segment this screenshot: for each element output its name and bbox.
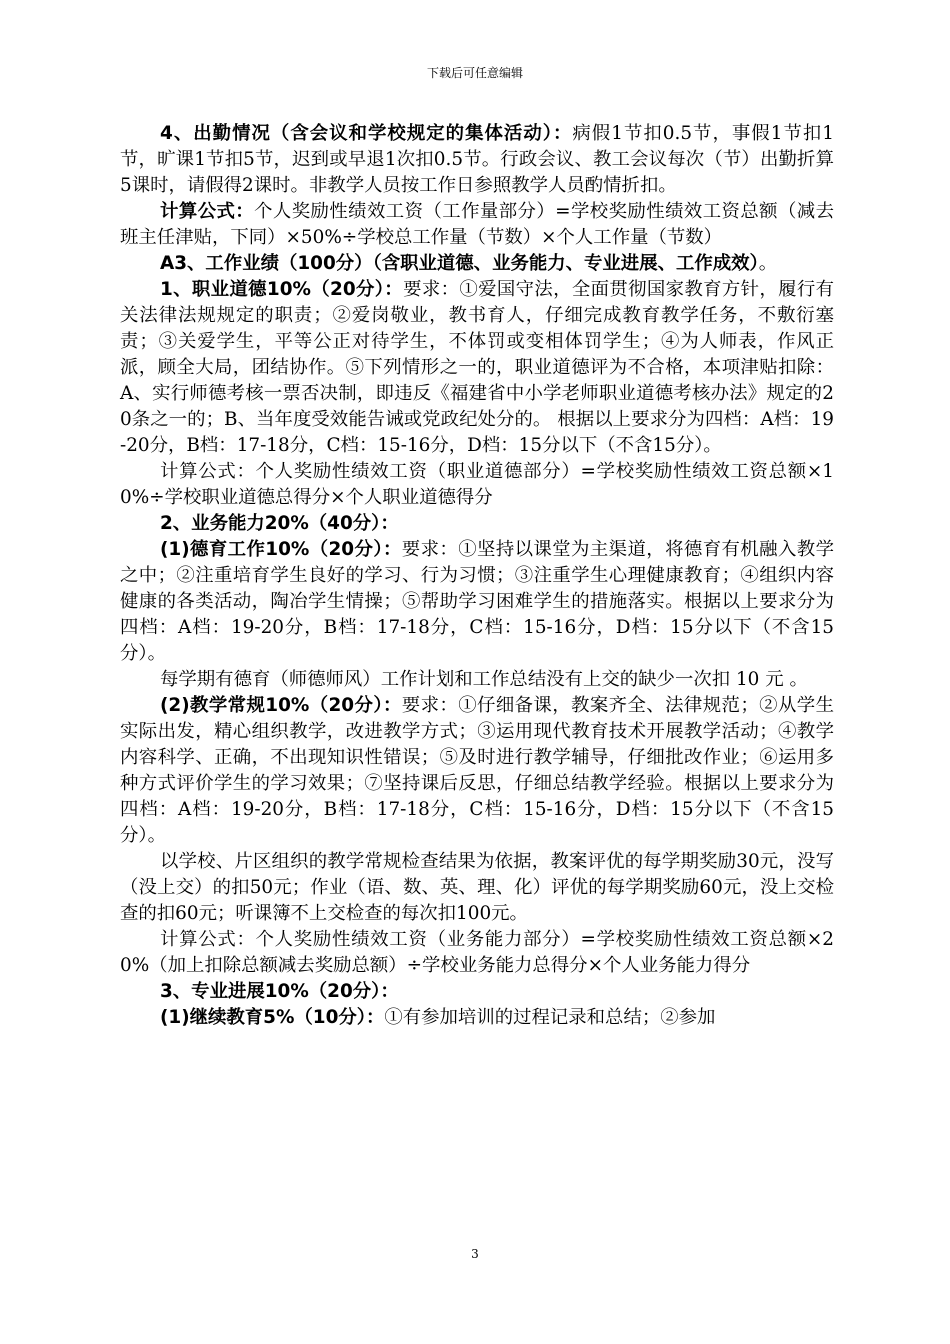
paragraph-attendance bbox=[120, 121, 834, 199]
paragraph-text: ①有参加培训的过程记录和总结；②参加 bbox=[384, 1007, 716, 1028]
paragraph-text: 计算公式：个人奖励性绩效工资（职业道德部分）=学校奖励性绩效工资总额×10%÷学校职业道德总得分×个人职业道德得分 bbox=[120, 461, 834, 508]
paragraph-professional-ethics bbox=[120, 277, 834, 459]
paragraph-text: 要求：①坚持以课堂为主渠道，将德育有机融入教学之中；②注重培育学生良好的学习、行为习惯；③注重学生心理健康教育；④组织内容健康的各类活动，陶冶学生情操；⑤帮助学习困难学生的措施落实。根据以上要求分为四档：A档：19-20分，B档：17-18分，C档：15-16分，D档：15分以下（不含15分）。 bbox=[120, 539, 834, 664]
paragraph-text: 计算公式：个人奖励性绩效工资（业务能力部分）=学校奖励性绩效工资总额×20%（加上扣除总额减去奖励总额）÷学校业务能力总得分×个人业务能力得分 bbox=[120, 929, 834, 976]
heading-moral-education: (1)德育工作10%（20分）： bbox=[160, 539, 402, 560]
paragraph-text: 个人奖励性绩效工资（工作量部分）=学校奖励性绩效工资总额（减去班主任津贴，下同）×50%÷学校总工作量（节数）×个人工作量（节数） bbox=[120, 201, 834, 248]
document-body bbox=[120, 121, 834, 1031]
paragraph-work-plan bbox=[120, 667, 834, 693]
paragraph-business-ability bbox=[120, 511, 834, 537]
page-number: 3 bbox=[471, 1247, 479, 1261]
paragraph-text: 。 bbox=[758, 253, 778, 274]
paragraph-formula-workload bbox=[120, 199, 834, 251]
paragraph-text: 以学校、片区组织的教学常规检查结果为依据，教案评优的每学期奖励30元，没写（没上交）的扣50元；作业（语、数、英、理、化）评优的每学期奖励60元，没上交检查的扣60元；听课簿不上交检查的每次扣100元。 bbox=[120, 851, 834, 924]
heading-ethics: 1、职业道德10%（20分）： bbox=[160, 279, 404, 300]
paragraph-moral-education bbox=[120, 537, 834, 667]
paragraph-continuing-education bbox=[120, 1005, 834, 1031]
paragraph-teaching-routine bbox=[120, 693, 834, 849]
paragraph-professional-development bbox=[120, 979, 834, 1005]
heading-business-ability: 2、业务能力20%（40分）： bbox=[160, 513, 399, 534]
page-header: 下载后可任意编辑 bbox=[426, 66, 523, 80]
label-formula: 计算公式： bbox=[160, 201, 255, 222]
paragraph-text: 病假1节扣0.5节，事假1节扣1节，旷课1节扣5节，迟到或早退1次扣0.5节。行政会议、教工会议每次（节）出勤折算5课时，请假得2课时。非教学人员按工作日参照教学人员酌情折扣。 bbox=[120, 123, 834, 196]
heading-attendance: 4、出勤情况（含会议和学校规定的集体活动）： bbox=[160, 123, 573, 144]
paragraph-inspection-rewards bbox=[120, 849, 834, 927]
paragraph-a3-performance bbox=[120, 251, 834, 277]
heading-teaching-routine: (2)教学常规10%（20分）： bbox=[160, 695, 402, 716]
heading-professional-development: 3、专业进展10%（20分）： bbox=[160, 981, 399, 1002]
paragraph-text: 要求：①爱国守法，全面贯彻国家教育方针，履行有关法律法规规定的职责；②爱岗敬业，教书育人，仔细完成教育教学任务，不敷衍塞责；③关爱学生，平等公正对待学生，不体罚或变相体罚学生；④为人师表，作风正派，顾全大局，团结协作。⑤下列情形之一的，职业道德评为不合格，本项津贴扣除：A、实行师德考核一票否决制，即违反《福建省中小学老师职业道德考核办法》规定的20条之一的；B、当年度受效能告诫或党政纪处分的。 根据以上要求分为四档：A档：19-20分，B档：17-18分，C档：15-16分，D档：15分以下（不含15分）。 bbox=[120, 279, 834, 456]
paragraph-text: 要求：①仔细备课，教案齐全、法律规范；②从学生实际出发，精心组织教学，改进教学方式；③运用现代教育技术开展教学活动；④教学内容科学、正确，不出现知识性错误；⑤及时进行教学辅导，仔细批改作业；⑥运用多种方式评价学生的学习效果；⑦坚持课后反思，仔细总结教学经验。根据以上要求分为四档：A档：19-20分，B档：17-18分，C档：15-16分，D档：15分以下（不含15分）。 bbox=[120, 695, 834, 846]
heading-a3: A3、工作业绩（100分）（含职业道德、业务能力、专业进展、工作成效） bbox=[160, 253, 759, 274]
paragraph-text: 每学期有德育（师德师风）工作计划和工作总结没有上交的缺少一次扣 10 元 。 bbox=[160, 669, 808, 690]
heading-continuing-education: (1)继续教育5%（10分）： bbox=[160, 1007, 385, 1028]
paragraph-formula-ethics bbox=[120, 459, 834, 511]
paragraph-formula-business bbox=[120, 927, 834, 979]
